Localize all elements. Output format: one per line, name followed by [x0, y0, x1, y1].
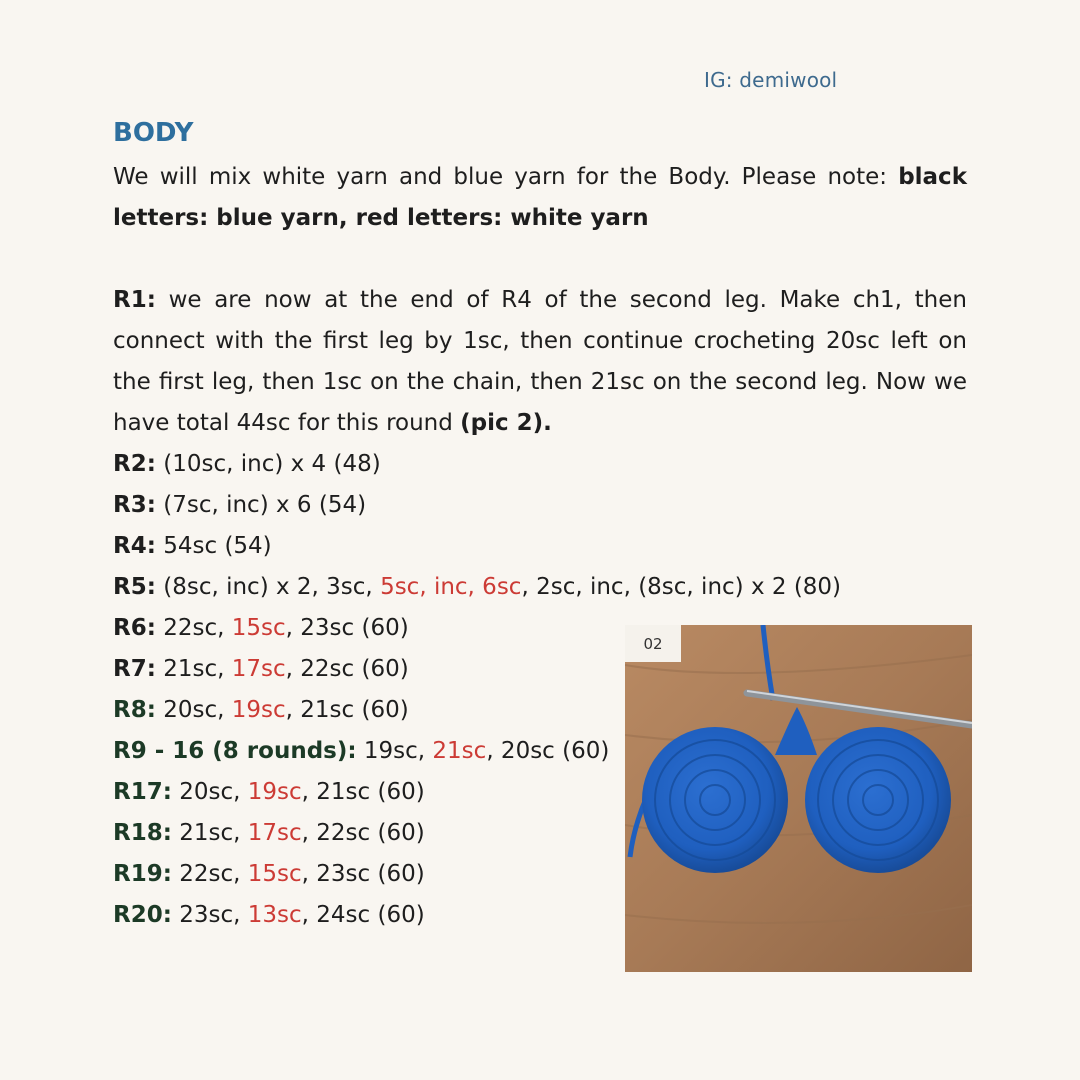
round-label: R19: [113, 861, 172, 887]
round-text: (10sc, inc) x 4 (48) [155, 451, 381, 477]
round-text-white-yarn: 17sc [231, 656, 286, 682]
round-text-post: , 2sc, inc, (8sc, inc) x 2 (80) [521, 574, 842, 600]
round-1-paragraph [113, 280, 967, 444]
round-text-post: , 22sc (60) [285, 656, 409, 682]
round-text-post: , 24sc (60) [301, 902, 425, 928]
round-label: R18: [113, 820, 172, 846]
round-label: R7: [113, 656, 156, 682]
round-text-pre: 21sc, [171, 820, 248, 846]
round-row-5 [113, 567, 841, 608]
round-text-pre: (8sc, inc) x 2, 3sc, [155, 574, 381, 600]
crochet-legs-illustration [625, 625, 972, 972]
round-row-3 [113, 485, 841, 526]
round-text-pre: 22sc, [155, 615, 232, 641]
intro-bold-note: black letters: blue yarn, red letters: white yarn [113, 164, 967, 231]
intro-paragraph [113, 157, 967, 239]
round-text-white-yarn: 5sc, inc, 6sc [380, 574, 522, 600]
round-text-white-yarn: 17sc [247, 820, 302, 846]
round-text-white-yarn: 21sc [432, 738, 487, 764]
round-text-pre: 20sc, [171, 779, 248, 805]
round-label: R5: [113, 574, 156, 600]
round-text-post: , 22sc (60) [301, 820, 425, 846]
round-row-4 [113, 526, 841, 567]
round-label: R4: [113, 533, 156, 559]
round-text-white-yarn: 13sc [247, 902, 302, 928]
round-text-post: , 20sc (60) [486, 738, 610, 764]
round-text-post: , 21sc (60) [301, 779, 425, 805]
intro-text: We will mix white yarn and blue yarn for the Body. Please note: [113, 164, 899, 190]
round-text-pre: 19sc, [356, 738, 433, 764]
section-title: BODY [113, 118, 194, 148]
round-text-post: , 23sc (60) [285, 615, 409, 641]
round-row-2 [113, 444, 841, 485]
first-leg [642, 727, 788, 873]
round-1-text: we are now at the end of R4 of the second leg. Make ch1, then connect with the first leg by 1sc, then continue crocheting 20sc left on the first leg, then 1sc on the chain, then 21sc on the second leg. Now we have total 44sc for this round [113, 287, 967, 436]
round-text: (7sc, inc) x 6 (54) [155, 492, 367, 518]
second-leg [805, 727, 951, 873]
round-label: R3: [113, 492, 156, 518]
round-1-label: R1: [113, 287, 156, 313]
round-label: R20: [113, 902, 172, 928]
round-text-white-yarn: 19sc [231, 697, 286, 723]
round-text-post: , 23sc (60) [301, 861, 425, 887]
round-text-white-yarn: 15sc [247, 861, 302, 887]
round-text-pre: 22sc, [171, 861, 248, 887]
round-text-white-yarn: 19sc [247, 779, 302, 805]
round-text: 54sc (54) [155, 533, 272, 559]
crochet-legs-photo [625, 625, 972, 972]
round-label: R6: [113, 615, 156, 641]
round-label: R2: [113, 451, 156, 477]
round-label: R17: [113, 779, 172, 805]
photo-badge: 02 [625, 625, 681, 662]
round-label: R9 - 16 (8 rounds): [113, 738, 357, 764]
round-text-pre: 21sc, [155, 656, 232, 682]
round-text-white-yarn: 15sc [231, 615, 286, 641]
round-text-pre: 20sc, [155, 697, 232, 723]
ig-handle: IG: demiwool [704, 68, 838, 92]
round-text-post: , 21sc (60) [285, 697, 409, 723]
round-text-pre: 23sc, [171, 902, 248, 928]
round-1-pic-ref: (pic 2). [460, 410, 552, 436]
round-label: R8: [113, 697, 156, 723]
